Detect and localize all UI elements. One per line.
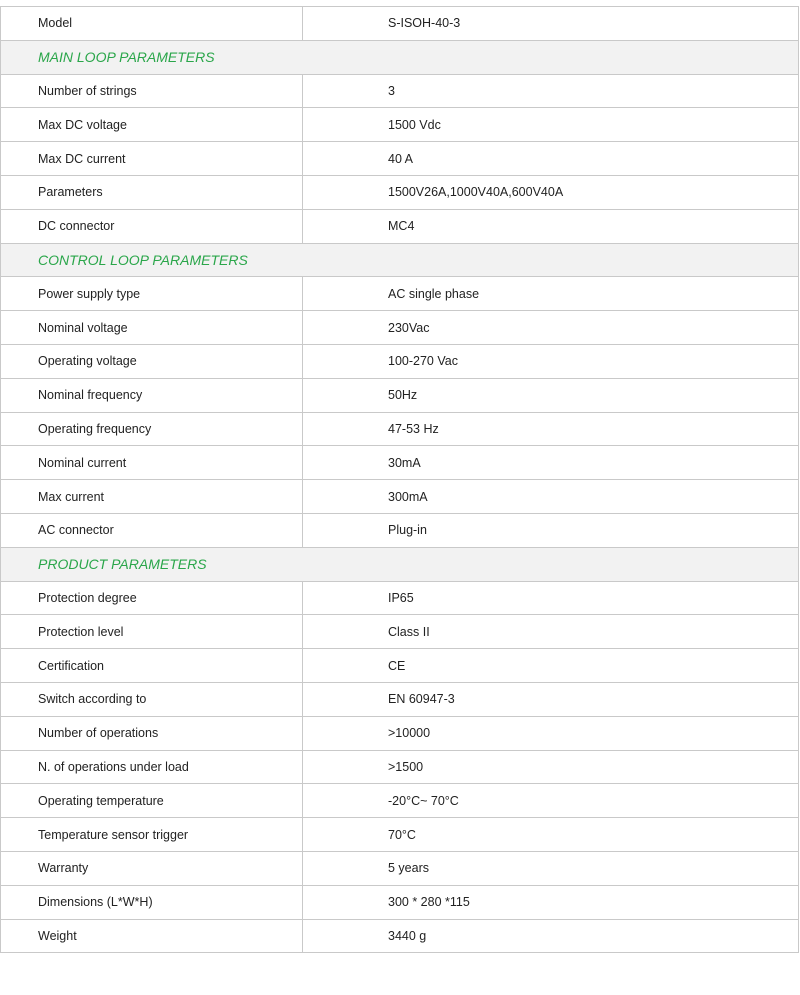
table-row [1,716,799,750]
parameter-value: 1500 Vdc [303,108,799,142]
parameter-value: >10000 [303,716,799,750]
parameter-value: 3 [303,74,799,108]
parameter-label: Nominal voltage [1,311,303,345]
parameter-value: 1500V26A,1000V40A,600V40A [303,175,799,209]
parameter-label: Max DC voltage [1,108,303,142]
table-row [1,209,799,243]
section-header [1,243,799,277]
parameter-value: 50Hz [303,378,799,412]
parameter-value: -20°C~ 70°C [303,784,799,818]
spec-table [0,6,799,953]
parameter-value: Plug-in [303,513,799,547]
parameter-label: Max current [1,480,303,514]
parameter-value: MC4 [303,209,799,243]
table-row [1,446,799,480]
table-row [1,74,799,108]
parameter-value: Class II [303,615,799,649]
table-row [1,108,799,142]
section-title: PRODUCT PARAMETERS [1,547,799,581]
parameter-label: Parameters [1,175,303,209]
table-row [1,378,799,412]
parameter-value: 40 A [303,142,799,176]
parameter-label: Number of strings [1,74,303,108]
spec-table-body [1,7,799,953]
parameter-label: N. of operations under load [1,750,303,784]
parameter-value: 300 * 280 *115 [303,885,799,919]
section-title: MAIN LOOP PARAMETERS [1,40,799,74]
table-row [1,818,799,852]
table-row [1,480,799,514]
table-row [1,175,799,209]
parameter-label: DC connector [1,209,303,243]
table-row [1,142,799,176]
parameter-value: 230Vac [303,311,799,345]
parameter-value: AC single phase [303,277,799,311]
table-row [1,750,799,784]
parameter-label: Operating frequency [1,412,303,446]
parameter-value: 3440 g [303,919,799,953]
table-row [1,277,799,311]
parameter-label: Temperature sensor trigger [1,818,303,852]
table-row [1,885,799,919]
table-row [1,581,799,615]
section-header [1,547,799,581]
parameter-value: 47-53 Hz [303,412,799,446]
parameter-value: 100-270 Vac [303,344,799,378]
parameter-label: Protection degree [1,581,303,615]
parameter-label: Max DC current [1,142,303,176]
parameter-value: 70°C [303,818,799,852]
table-row [1,344,799,378]
table-row [1,513,799,547]
parameter-label: Protection level [1,615,303,649]
model-label: Model [1,7,303,41]
table-row [1,919,799,953]
section-header [1,40,799,74]
parameter-label: Dimensions (L*W*H) [1,885,303,919]
section-title: CONTROL LOOP PARAMETERS [1,243,799,277]
table-row [1,851,799,885]
parameter-label: Operating voltage [1,344,303,378]
parameter-label: Number of operations [1,716,303,750]
table-row [1,311,799,345]
parameter-label: AC connector [1,513,303,547]
parameter-label: Operating temperature [1,784,303,818]
model-row [1,7,799,41]
parameter-value: 5 years [303,851,799,885]
parameter-value: >1500 [303,750,799,784]
table-row [1,682,799,716]
parameter-label: Nominal current [1,446,303,480]
table-row [1,615,799,649]
parameter-label: Switch according to [1,682,303,716]
parameter-value: CE [303,649,799,683]
parameter-label: Warranty [1,851,303,885]
parameter-value: 300mA [303,480,799,514]
table-row [1,784,799,818]
table-row [1,649,799,683]
table-row [1,412,799,446]
parameter-value: EN 60947-3 [303,682,799,716]
parameter-label: Weight [1,919,303,953]
model-value: S-ISOH-40-3 [303,7,799,41]
parameter-label: Nominal frequency [1,378,303,412]
parameter-label: Power supply type [1,277,303,311]
parameter-value: 30mA [303,446,799,480]
parameter-label: Certification [1,649,303,683]
parameter-value: IP65 [303,581,799,615]
